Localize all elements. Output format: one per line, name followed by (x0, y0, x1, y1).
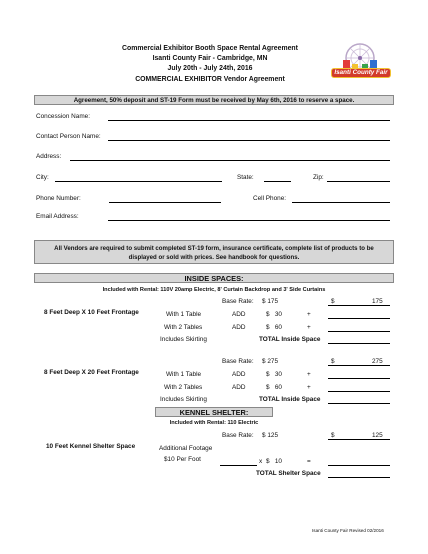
kennel-space-label: 10 Feet Kennel Shelter Space (46, 443, 136, 450)
table-2-field[interactable] (328, 391, 390, 392)
email-label: Email Address: (36, 213, 79, 220)
email-field[interactable] (108, 220, 390, 221)
base-total-field[interactable] (328, 439, 390, 440)
title-line-4: COMMERCIAL EXHIBITOR Vendor Agreement (135, 75, 285, 83)
total-value: 125 (372, 432, 383, 439)
with-2-tables-label: With 2 Tables (164, 324, 203, 331)
add-label: ADD (232, 311, 246, 318)
per-foot-label: $10 Per Foot (164, 456, 201, 463)
title-line-3: July 20th - July 24th, 2016 (167, 65, 253, 73)
add-label: ADD (232, 324, 246, 331)
footage-field[interactable] (220, 465, 257, 466)
base-rate-label: Base Rate: (222, 358, 254, 365)
base-rate-value: $ 125 (262, 432, 278, 439)
address-label: Address: (36, 153, 62, 160)
includes-skirting-label: Includes Skirting (160, 396, 207, 403)
add-label: ADD (232, 384, 246, 391)
address-field[interactable] (70, 160, 390, 161)
total-inside-label: TOTAL Inside Space (259, 396, 321, 403)
price-2-tables: $ 60 (266, 324, 282, 331)
revision-footer: Isanti County Fair Revised 02/2016 (312, 528, 384, 533)
plus-sign: + (307, 311, 311, 318)
cell-phone-label: Cell Phone: (253, 195, 287, 202)
add-label: ADD (232, 371, 246, 378)
title-line-2: Isanti County Fair - Cambridge, MN (152, 55, 268, 63)
cell-phone-field[interactable] (292, 202, 390, 203)
with-1-table-label: With 1 Table (166, 311, 202, 318)
table-1-field[interactable] (328, 318, 390, 319)
kennel-shelter-title: KENNEL SHELTER: (179, 408, 249, 417)
base-total-field[interactable] (328, 305, 390, 306)
price-1-table: $ 30 (266, 371, 282, 378)
state-field[interactable] (264, 181, 291, 182)
footage-total-field[interactable] (328, 465, 390, 466)
with-2-tables-label: With 2 Tables (164, 384, 203, 391)
times-sign: x (259, 458, 263, 465)
total-inside-field[interactable] (328, 403, 390, 404)
total-inside-field[interactable] (328, 343, 390, 344)
equals-sign: = (307, 458, 311, 465)
contact-person-label: Contact Person Name: (36, 133, 101, 140)
includes-skirting-label: Includes Skirting (160, 336, 207, 343)
total-dollar-sign: $ (331, 358, 335, 365)
deposit-notice: Agreement, 50% deposit and ST-19 Form must be received by May 6th, 2016 to reserve a space. (34, 95, 394, 105)
plus-sign: + (307, 371, 311, 378)
concession-name-field[interactable] (108, 120, 390, 121)
inside-spaces-subtitle: Included with Rental: 110V 20amp Electric, 8' Curtain Backdrop and 3' Side Curtains (102, 287, 326, 293)
base-rate-label: Base Rate: (222, 432, 254, 439)
base-rate-value: $ 275 (262, 358, 278, 365)
logo-banner: Isanti County Fair (331, 68, 391, 78)
phone-field[interactable] (109, 202, 221, 203)
space-8x20-label: 8 Feet Deep X 20 Feet Frontage (44, 369, 139, 376)
zip-field[interactable] (327, 181, 390, 182)
additional-footage-label: Additional Footage (159, 445, 213, 452)
state-label: State: (237, 174, 254, 181)
total-value: 275 (372, 358, 383, 365)
plus-sign: + (307, 384, 311, 391)
concession-name-label: Concession Name: (36, 113, 90, 120)
with-1-table-label: With 1 Table (166, 371, 202, 378)
space-8x10-label: 8 Feet Deep X 10 Feet Frontage (44, 309, 139, 316)
price-2-tables: $ 60 (266, 384, 282, 391)
base-rate-label: Base Rate: (222, 298, 254, 305)
base-rate-value: $ 175 (262, 298, 278, 305)
vendor-requirements-notice: All Vendors are required to submit completed ST-19 form, insurance certificate, complete list of products to be displayed or sold with prices. See handbook for questions. (34, 240, 394, 264)
price-per-foot: $ 10 (266, 458, 282, 465)
total-dollar-sign: $ (331, 298, 335, 305)
kennel-shelter-subtitle: Included with Rental: 110 Electric (169, 420, 259, 426)
phone-label: Phone Number: (36, 195, 81, 202)
base-total-field[interactable] (328, 365, 390, 366)
inside-spaces-title: INSIDE SPACES: (184, 274, 244, 283)
table-1-field[interactable] (328, 378, 390, 379)
fair-logo (330, 38, 390, 84)
price-1-table: $ 30 (266, 311, 282, 318)
plus-sign: + (307, 324, 311, 331)
contact-person-field[interactable] (108, 140, 390, 141)
city-label: City: (36, 174, 49, 181)
total-shelter-label: TOTAL Shelter Space (256, 470, 321, 477)
table-2-field[interactable] (328, 331, 390, 332)
zip-label: Zip: (313, 174, 324, 181)
total-shelter-field[interactable] (328, 477, 390, 478)
city-field[interactable] (55, 181, 222, 182)
title-line-1: Commercial Exhibitor Booth Space Rental Agreement (122, 45, 298, 52)
title-block (90, 44, 330, 85)
total-inside-label: TOTAL Inside Space (259, 336, 321, 343)
total-dollar-sign: $ (331, 432, 335, 439)
total-value: 175 (372, 298, 383, 305)
